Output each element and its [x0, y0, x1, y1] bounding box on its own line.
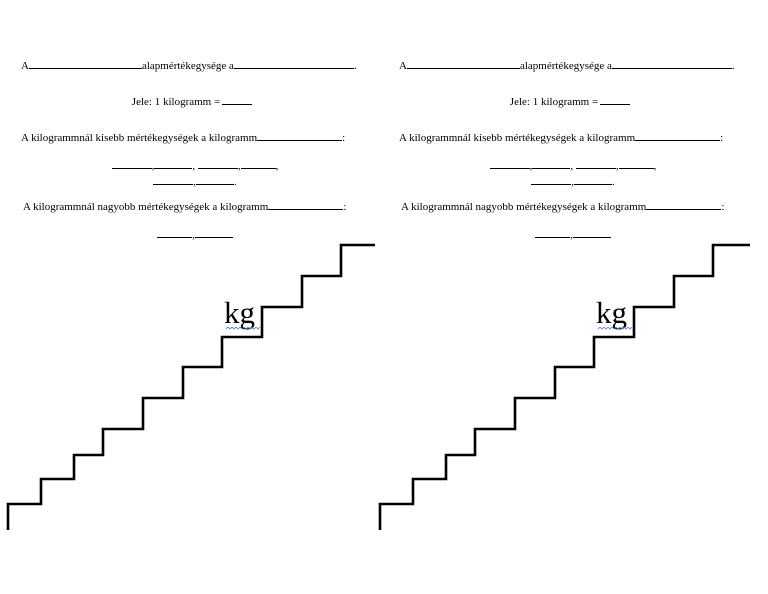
spellcheck-underline	[226, 327, 260, 330]
smaller-units-blanks-row2: , .	[0, 174, 390, 189]
smaller-units-sentence: A kilogrammnál kisebb mértékegységek a kilogramm :	[21, 132, 346, 144]
larger-units-blanks: ,	[0, 227, 390, 242]
larger-units-blanks: ,	[378, 227, 768, 242]
larger-units-sentence: A kilogrammnál nagyobb mértékegységek a kilogramm :	[23, 201, 347, 213]
stair-label-kg: kg	[596, 295, 627, 330]
stair-label-kg: kg	[224, 295, 255, 330]
smaller-units-blanks-row1: , , , ,	[0, 158, 390, 173]
spellcheck-underline	[598, 327, 632, 330]
base-unit-sentence: A alapmértékegysége a .	[399, 60, 735, 72]
base-unit-sentence: A alapmértékegysége a .	[21, 60, 357, 72]
staircase-line	[380, 245, 750, 530]
worksheet-right	[378, 0, 762, 594]
smaller-units-blanks-row2: , .	[378, 174, 768, 189]
larger-units-sentence: A kilogrammnál nagyobb mértékegységek a kilogramm :	[401, 201, 725, 213]
symbol-sentence: Jele: 1 kilogramm =	[0, 94, 384, 109]
symbol-sentence: Jele: 1 kilogramm =	[378, 94, 762, 109]
smaller-units-sentence: A kilogrammnál kisebb mértékegységek a kilogramm :	[399, 132, 724, 144]
smaller-units-blanks-row1: , , , ,	[378, 158, 768, 173]
staircase-diagram	[378, 0, 762, 594]
staircase-line	[8, 245, 375, 530]
